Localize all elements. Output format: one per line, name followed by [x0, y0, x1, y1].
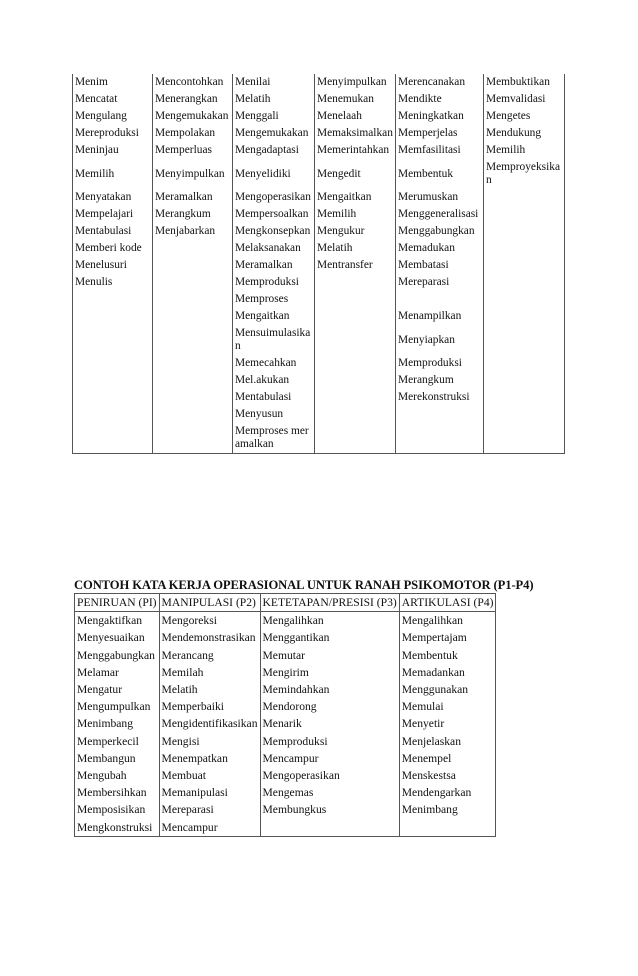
table-cell: Merangkum [153, 206, 233, 223]
table-cell: Menggeneralisasi [396, 206, 484, 223]
table-cell: Memproduksi [233, 274, 315, 291]
table-cell: Mengkonstruksi [75, 819, 160, 837]
table-cell: Mengaktifkan [75, 612, 160, 630]
table-cell: Mencontohkan [153, 74, 233, 91]
table-cell: Mengoperasikan [260, 767, 399, 784]
table-row [75, 664, 496, 681]
table-cell: Menggunakan [399, 681, 496, 698]
table-row [75, 715, 496, 732]
table-cell: Membuktikan [484, 74, 565, 91]
table-cell [484, 291, 565, 308]
table-cell: Membungkus [260, 801, 399, 818]
table-cell: Mempersoalkan [233, 206, 315, 223]
table-cell: Melamar [75, 664, 160, 681]
table-cell: Mengukur [315, 223, 396, 240]
table-row [73, 108, 565, 125]
table-cell: Menyimpulkan [153, 159, 233, 189]
table-cell: Menggabungkan [396, 223, 484, 240]
table-cell: Memperbaiki [159, 698, 260, 715]
table-row [75, 647, 496, 664]
table-cell: Memaksimalkan [315, 125, 396, 142]
table-cell: Mengidentifikasikan [159, 715, 260, 732]
table-cell: Mencampur [260, 750, 399, 767]
table-cell: Mentransfer [315, 257, 396, 274]
table-cell: Memilah [159, 664, 260, 681]
table-cell: Membentuk [399, 647, 496, 664]
table-row [73, 223, 565, 240]
table-cell: Memutar [260, 647, 399, 664]
table-cell: Mencampur [159, 819, 260, 837]
table-cell [73, 372, 153, 389]
table-row [73, 308, 565, 325]
table-cell [315, 325, 396, 355]
table-cell: Mengisi [159, 733, 260, 750]
table-row [75, 784, 496, 801]
table-cell: Mengetes [484, 108, 565, 125]
table-row [73, 189, 565, 206]
table-cell [315, 291, 396, 308]
table-cell [396, 406, 484, 423]
table-cell: Menjelaskan [399, 733, 496, 750]
table-cell: Melatih [233, 91, 315, 108]
table-cell: Menyesuaikan [75, 629, 160, 646]
table-cell: Mengaitkan [233, 308, 315, 325]
table-row [73, 206, 565, 223]
table-cell [484, 257, 565, 274]
table-cell [484, 423, 565, 454]
table-cell: Mereproduksi [73, 125, 153, 142]
table-cell [153, 389, 233, 406]
table-row [73, 389, 565, 406]
table-cell [315, 389, 396, 406]
table-row [73, 423, 565, 454]
table-row [75, 698, 496, 715]
table-cell [484, 325, 565, 355]
table-cell: Mencatat [73, 91, 153, 108]
table-cell [153, 423, 233, 454]
table-cell: Mengemukakan [233, 125, 315, 142]
table-cell: Merancang [159, 647, 260, 664]
table-cell: Menarik [260, 715, 399, 732]
table-row [73, 159, 565, 189]
table-cell: Memecahkan [233, 355, 315, 372]
table-cell [153, 257, 233, 274]
table-cell: Mengedit [315, 159, 396, 189]
psychomotor-table-title: CONTOH KATA KERJA OPERASIONAL UNTUK RANAH PSIKOMOTOR (P1-P4) [74, 578, 534, 592]
table-cell [73, 355, 153, 372]
table-cell: Menyimpulkan [315, 74, 396, 91]
table-cell: Mengoreksi [159, 612, 260, 630]
cognitive-verbs-table [72, 74, 565, 454]
table-cell: Meramalkan [233, 257, 315, 274]
table-row [73, 355, 565, 372]
table-cell [484, 406, 565, 423]
table-cell: Mentabulasi [233, 389, 315, 406]
table-cell: Mensuimulasikan [233, 325, 315, 355]
table-row [75, 681, 496, 698]
table-cell: Menimbang [399, 801, 496, 818]
table-cell: Mempolakan [153, 125, 233, 142]
table-cell: Menyiapkan [396, 325, 484, 355]
table-cell [73, 291, 153, 308]
table-cell: Mempelajari [73, 206, 153, 223]
table-row [75, 767, 496, 784]
table-cell: Mereparasi [396, 274, 484, 291]
table-cell: Memperluas [153, 142, 233, 159]
table-cell: Mempertajam [399, 629, 496, 646]
table-cell [484, 274, 565, 291]
table-cell: Melatih [315, 240, 396, 257]
table-row [75, 819, 496, 837]
table-cell: Mengirim [260, 664, 399, 681]
table-cell: Menskestsa [399, 767, 496, 784]
column-header-p3: KETETAPAN/PRESISI (P3) [260, 594, 399, 612]
table-cell: Memproses meramalkan [233, 423, 315, 454]
table-cell [484, 355, 565, 372]
table-cell [153, 308, 233, 325]
table-cell: Menempatkan [159, 750, 260, 767]
table-cell: Memilih [484, 142, 565, 159]
table-cell: Mengadaptasi [233, 142, 315, 159]
table-cell: Merangkum [396, 372, 484, 389]
table-cell [153, 372, 233, 389]
table-row [73, 125, 565, 142]
table-cell: Memproyeksikan [484, 159, 565, 189]
table-cell: Memposisikan [75, 801, 160, 818]
table-cell: Memvalidasi [484, 91, 565, 108]
table-cell: Menemukan [315, 91, 396, 108]
table-cell [484, 372, 565, 389]
table-cell: Merencanakan [396, 74, 484, 91]
table-cell: Melaksanakan [233, 240, 315, 257]
table-cell: Memproses [233, 291, 315, 308]
column-header-p4: ARTIKULASI (P4) [399, 594, 496, 612]
table-row [73, 372, 565, 389]
table-cell: Memerintahkan [315, 142, 396, 159]
table-cell: Memilih [315, 206, 396, 223]
table-cell: Memproduksi [396, 355, 484, 372]
table-cell [315, 355, 396, 372]
table-cell: Menjabarkan [153, 223, 233, 240]
table-row [75, 629, 496, 646]
table-cell [484, 223, 565, 240]
table-cell: Menyetir [399, 715, 496, 732]
table-cell [396, 291, 484, 308]
table-cell: Memulai [399, 698, 496, 715]
table-cell: Memadankan [399, 664, 496, 681]
table-cell: Meninjau [73, 142, 153, 159]
table-cell: Memanipulasi [159, 784, 260, 801]
table-cell: Memperkecil [75, 733, 160, 750]
table-cell [484, 240, 565, 257]
table-cell [484, 189, 565, 206]
table-cell [396, 423, 484, 454]
table-cell: Meramalkan [153, 189, 233, 206]
table-cell: Mengoperasikan [233, 189, 315, 206]
table-cell [315, 372, 396, 389]
table-row [75, 733, 496, 750]
table-row [73, 74, 565, 91]
table-cell: Menulis [73, 274, 153, 291]
table-cell [73, 389, 153, 406]
table-cell: Menelusuri [73, 257, 153, 274]
table-cell: Mereparasi [159, 801, 260, 818]
table-cell: Menyusun [233, 406, 315, 423]
table-cell: Mengaitkan [315, 189, 396, 206]
table-cell: Mel.akukan [233, 372, 315, 389]
table-cell [73, 406, 153, 423]
table-cell: Merekonstruksi [396, 389, 484, 406]
table-cell: Mendemonstrasikan [159, 629, 260, 646]
table-cell [484, 389, 565, 406]
table-cell: Mengatur [75, 681, 160, 698]
table-cell: Membatasi [396, 257, 484, 274]
table-cell [153, 406, 233, 423]
table-cell [484, 206, 565, 223]
table-cell: Menempel [399, 750, 496, 767]
table-cell: Menggali [233, 108, 315, 125]
table-cell [73, 308, 153, 325]
table-cell: Menimbang [75, 715, 160, 732]
table-cell [315, 406, 396, 423]
table-cell: Menampilkan [396, 308, 484, 325]
table-cell: Mendikte [396, 91, 484, 108]
table-cell: Mendukung [484, 125, 565, 142]
table-cell: Memilih [73, 159, 153, 189]
table-cell [315, 274, 396, 291]
table-cell [315, 423, 396, 454]
table-cell: Melatih [159, 681, 260, 698]
table-cell: Mengemas [260, 784, 399, 801]
table-cell: Mengubah [75, 767, 160, 784]
table-row [75, 612, 496, 630]
table-cell: Mendengarkan [399, 784, 496, 801]
table-cell: Menim [73, 74, 153, 91]
table-cell [73, 325, 153, 355]
table-row [75, 801, 496, 818]
table-cell: Meningkatkan [396, 108, 484, 125]
table-cell [315, 308, 396, 325]
table-cell [153, 291, 233, 308]
table-row [73, 91, 565, 108]
table-cell: Menelaah [315, 108, 396, 125]
table-header-row [75, 594, 496, 612]
table-cell [260, 819, 399, 837]
table-cell: Membersihkan [75, 784, 160, 801]
table-row [75, 750, 496, 767]
table-cell: Menilai [233, 74, 315, 91]
table-cell: Mengkonsepkan [233, 223, 315, 240]
table-cell: Membentuk [396, 159, 484, 189]
table-row [73, 142, 565, 159]
table-cell: Mendorong [260, 698, 399, 715]
table-cell: Mengulang [73, 108, 153, 125]
table-cell: Mengemukakan [153, 108, 233, 125]
table-cell: Mengalihkan [260, 612, 399, 630]
table-cell: Memindahkan [260, 681, 399, 698]
table-row [73, 240, 565, 257]
table-cell [153, 355, 233, 372]
table-cell: Menggantikan [260, 629, 399, 646]
table-cell [153, 240, 233, 257]
table-cell: Menyelidiki [233, 159, 315, 189]
table-row [73, 274, 565, 291]
table-cell [484, 308, 565, 325]
table-cell: Menerangkan [153, 91, 233, 108]
table-row [73, 291, 565, 308]
table-cell: Memperjelas [396, 125, 484, 142]
column-header-p1: PENIRUAN (PI) [75, 594, 160, 612]
table-row [73, 257, 565, 274]
table-row [73, 406, 565, 423]
table-cell: Memproduksi [260, 733, 399, 750]
table-cell: Menggabungkan [75, 647, 160, 664]
psychomotor-verbs-table [74, 593, 496, 837]
table-cell [399, 819, 496, 837]
table-cell [153, 325, 233, 355]
table-cell: Memfasilitasi [396, 142, 484, 159]
table-cell: Mengumpulkan [75, 698, 160, 715]
table-cell: Mengalihkan [399, 612, 496, 630]
table-row [73, 325, 565, 355]
table-cell: Mentabulasi [73, 223, 153, 240]
table-cell: Merumuskan [396, 189, 484, 206]
table-cell: Membangun [75, 750, 160, 767]
table-cell: Memadukan [396, 240, 484, 257]
table-cell: Memberi kode [73, 240, 153, 257]
table-cell: Membuat [159, 767, 260, 784]
table-cell [73, 423, 153, 454]
table-cell [153, 274, 233, 291]
table-cell: Menyatakan [73, 189, 153, 206]
column-header-p2: MANIPULASI (P2) [159, 594, 260, 612]
